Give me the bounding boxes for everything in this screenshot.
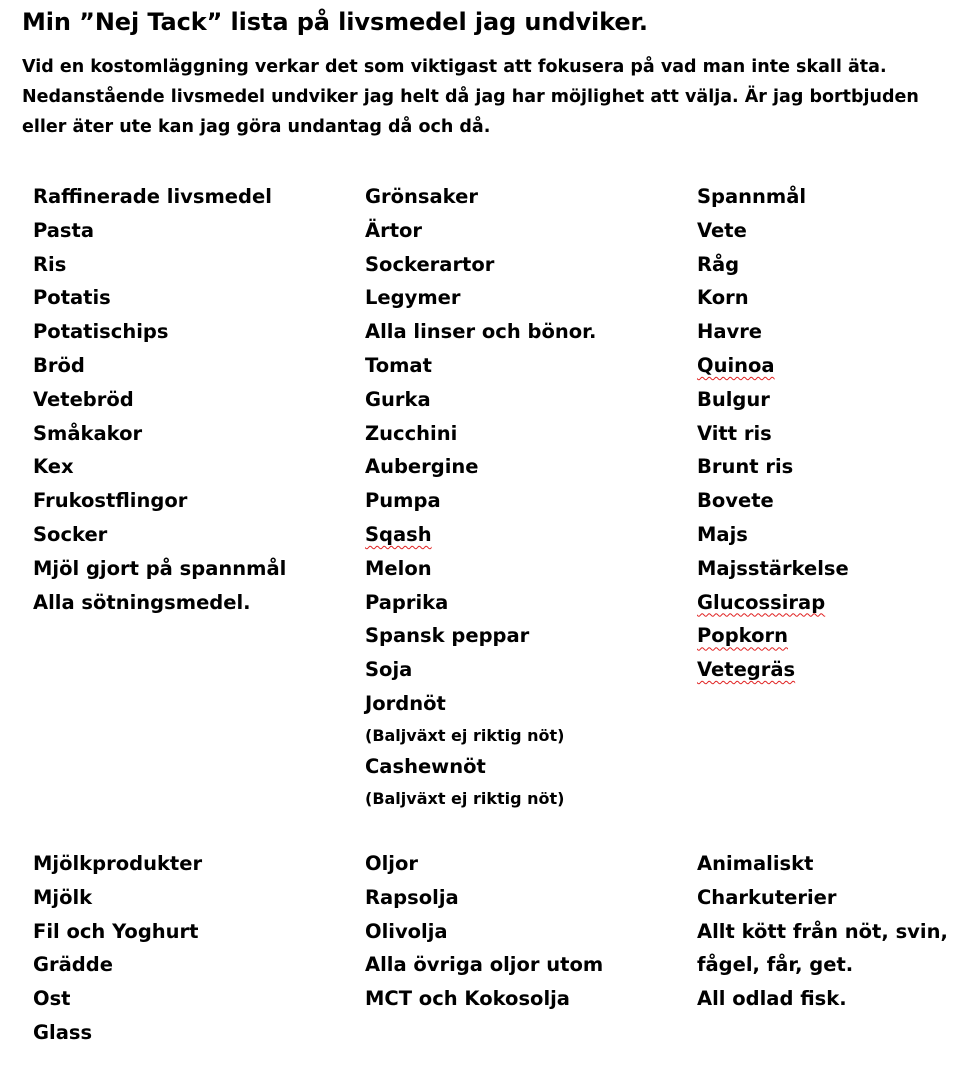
group-oljor — [365, 847, 603, 1016]
intro-line: Nedanstående livsmedel undviker jag helt då jag har möjlighet att välja. Är jag bortbjuden — [22, 87, 919, 107]
spellcheck-flagged-word: Sqash — [365, 522, 432, 546]
list-item: Majs — [697, 522, 748, 546]
list-item: Glass — [33, 1020, 93, 1044]
spellcheck-flagged-word: Quinoa — [697, 353, 775, 377]
group-heading: Raffinerade livsmedel — [33, 185, 272, 208]
group-heading: Mjölkprodukter — [33, 852, 203, 875]
list-item: fågel, får, get. — [697, 953, 854, 977]
list-item: Tomat — [365, 353, 432, 377]
list-item: Socker — [33, 522, 108, 546]
list-item: Potatis — [33, 286, 111, 310]
group-gronsaker — [365, 180, 596, 813]
list-item: Gurka — [365, 387, 431, 411]
group-heading: Animaliskt — [697, 852, 814, 875]
list-item-note: (Baljväxt ej riktig nöt) — [365, 788, 565, 808]
intro-paragraph — [22, 52, 972, 142]
list-item — [365, 518, 596, 552]
list-item: Bröd — [33, 353, 85, 377]
intro-line: Vid en kostomläggning verkar det som viktigast att fokusera på vad man inte skall äta. — [22, 57, 887, 77]
list-item — [697, 586, 849, 620]
group-raffinerade-livsmedel — [33, 180, 286, 619]
list-item — [697, 349, 849, 383]
list-item — [697, 619, 849, 653]
list-item: All odlad fisk. — [697, 987, 847, 1011]
list-item: Alla sötningsmedel. — [33, 590, 251, 614]
list-item: Jordnöt — [365, 691, 446, 715]
list-item: Fil och Yoghurt — [33, 919, 199, 943]
list-item: Spansk peppar — [365, 624, 530, 648]
list-item: Zucchini — [365, 421, 458, 445]
list-item: Brunt ris — [697, 455, 794, 479]
list-item: Cashewnöt — [365, 754, 486, 778]
list-item: Grädde — [33, 953, 113, 977]
list-item: Melon — [365, 556, 432, 580]
list-item: Olivolja — [365, 919, 448, 943]
list-item: Allt kött från nöt, svin, — [697, 919, 948, 943]
list-item: Ris — [33, 252, 67, 276]
list-item: Frukostflingor — [33, 489, 188, 513]
list-item-note: (Baljväxt ej riktig nöt) — [365, 725, 565, 745]
list-item: Mjöl gjort på spannmål — [33, 556, 287, 580]
list-item: Råg — [697, 252, 740, 276]
list-item: MCT och Kokosolja — [365, 987, 570, 1011]
list-item: Ost — [33, 987, 71, 1011]
list-item: Pasta — [33, 218, 95, 242]
list-item: Rapsolja — [365, 885, 459, 909]
intro-line: eller äter ute kan jag göra undantag då och då. — [22, 117, 491, 137]
list-item — [697, 653, 849, 687]
list-item: Bovete — [697, 489, 774, 513]
list-item: Alla övriga oljor utom — [365, 953, 604, 977]
list-item: Vitt ris — [697, 421, 772, 445]
group-animaliskt — [697, 847, 948, 1016]
list-item: Aubergine — [365, 455, 479, 479]
list-item: Småkakor — [33, 421, 143, 445]
list-item: Kex — [33, 455, 74, 479]
group-heading: Grönsaker — [365, 185, 478, 208]
spellcheck-flagged-word: Vetegräs — [697, 658, 796, 682]
list-item: Sockerartor — [365, 252, 495, 276]
group-heading: Spannmål — [697, 185, 807, 208]
list-item: Charkuterier — [697, 885, 837, 909]
list-item: Pumpa — [365, 489, 441, 513]
list-item: Legymer — [365, 286, 461, 310]
spellcheck-flagged-word: Popkorn — [697, 624, 788, 648]
list-item: Bulgur — [697, 387, 770, 411]
group-heading: Oljor — [365, 852, 418, 875]
spellcheck-flagged-word: Glucossirap — [697, 590, 826, 614]
group-mjolkprodukter — [33, 847, 202, 1050]
list-item: Ärtor — [365, 218, 423, 242]
list-item: Majsstärkelse — [697, 556, 849, 580]
page-title: Min ”Nej Tack” lista på livsmedel jag undviker. — [22, 8, 648, 36]
list-item: Havre — [697, 320, 763, 344]
list-item: Alla linser och bönor. — [365, 320, 597, 344]
list-item: Mjölk — [33, 885, 93, 909]
list-item: Paprika — [365, 590, 449, 614]
group-spannmal — [697, 180, 849, 687]
list-item: Korn — [697, 286, 749, 310]
list-item: Potatischips — [33, 320, 169, 344]
list-item: Vetebröd — [33, 387, 134, 411]
list-item: Soja — [365, 658, 413, 682]
list-item: Vete — [697, 218, 747, 242]
